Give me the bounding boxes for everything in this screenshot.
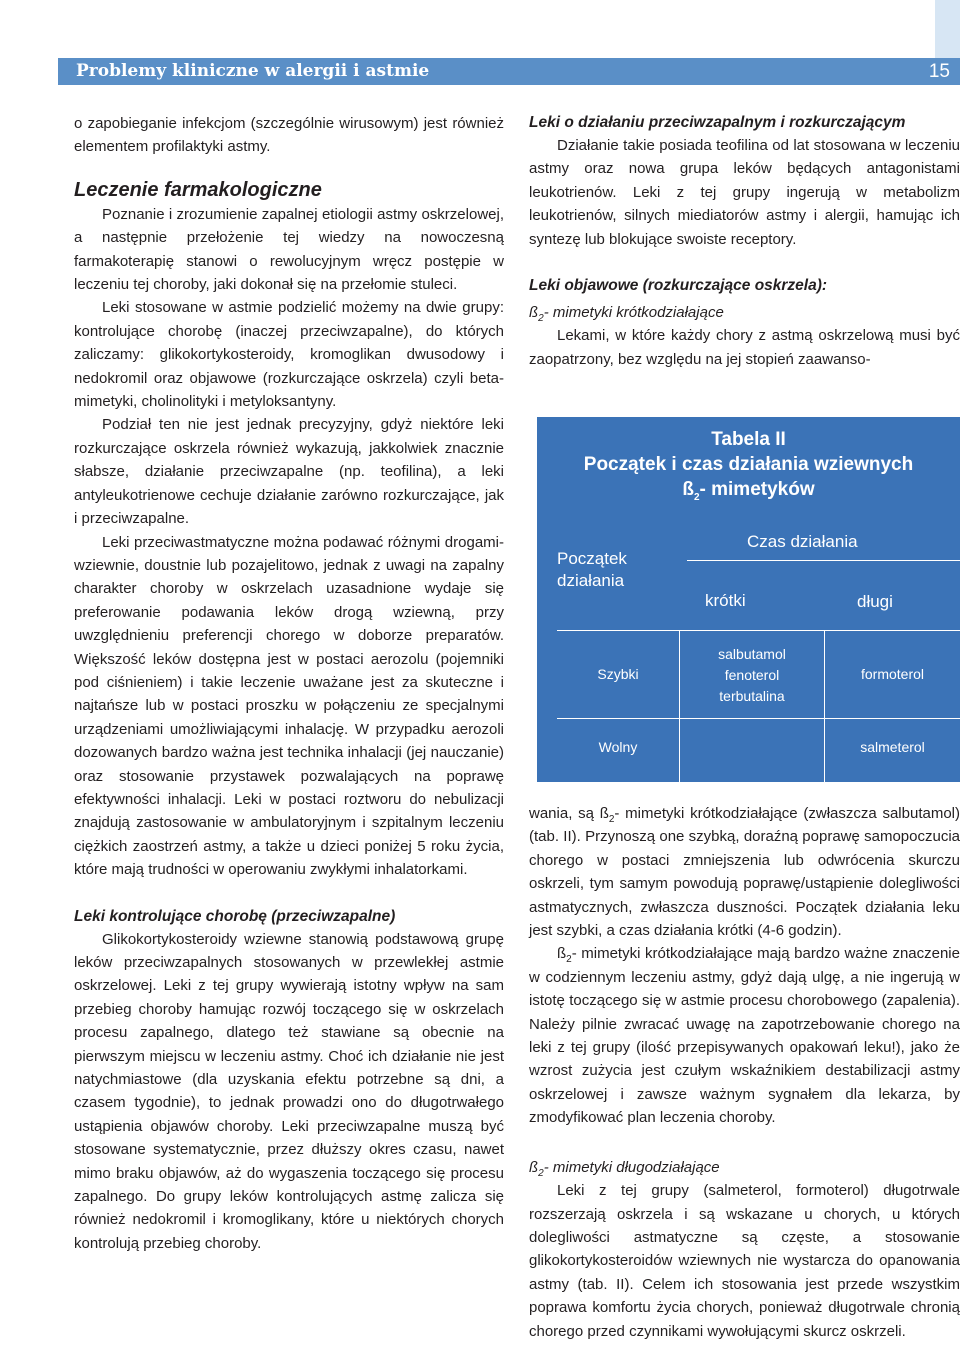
table-title: Tabela II bbox=[711, 429, 786, 450]
body-paragraph: Działanie takie posiada teofilina od lat stosowana w leczeniu astmy oraz nowa grupa leków będących antagonistami leukotrienów. Leki z tej grupy ingerują w metabolizm leukotrienów, silnych miediatorów astmy i alergii, hamując ich syntezę lub blokujące swoiste receptory. bbox=[529, 137, 960, 248]
body-paragraph: wania, są $ß_2-$ mimetyki krótkodziałające (zwłaszcza salbutamol) (tab. II). Przynoszą one szybką, doraźną poprawę samopoczucia chorego w postaci zmniejszenia lub odwrócenia skurczu oskrzeli, tym samym powodują poprawę/ustąpienie dolegliwości astmatycznych, zwłaszcza duszności. Początek działania leku jest szybki, a czas działania krótki (4-6 godzin). bbox=[529, 805, 960, 940]
table-row-onset: Szybki bbox=[597, 666, 639, 682]
table-cell-long: formoterol bbox=[860, 666, 925, 682]
right-column-bottom bbox=[529, 802, 960, 1343]
page-number: 15 bbox=[928, 61, 950, 82]
running-header-title: Problemy kliniczne w alergii i astmie bbox=[76, 61, 430, 81]
table-divider bbox=[557, 630, 960, 631]
table-divider bbox=[557, 718, 960, 719]
body-paragraph: Leki przeciwastmatyczne można podawać różnymi drogami-wziewnie, doustnie lub pozajelitowo, jednak z uwagi na zapalny charakter choroby w oskrzelach uzasadnione wydaje się preferowanie podawania leków drogą wziewną, przy uwzględnieniu preferencji chorego w doborze preparatów. Większość leków dostępna jest w postaci aerozolu (pojemniki pod ciśnieniem) i takie leczenie uważane jest za skuteczne i najtańsze lub w postaci proszku w połączeniu ze specjalnymi urządzeniami umożliwiającymi inhalację. W przypadku aerozoli dozowanych bardzo ważna jest technika inhalacji (jej nauczanie) oraz stosowanie przystawek pozwalających na poprawę efektywności inhalacji. Leki w postaci roztworu do nebulizacji znajdują zastosowanie w ambulatoryjnym i szpitalnym leczeniu ciężkich zaostrzeń astmy, a także u dzieci poniżej 5 roku życia, które mają trudności w operowaniu zwykłymi inhalatorkami. bbox=[74, 533, 504, 879]
table-header-onset: Początek działania bbox=[557, 549, 627, 590]
body-paragraph: $ß_2-$ mimetyki krótkodziałające mają bardzo ważne znaczenie w codziennym leczeniu astmy, gdyż dają ulgę, a nie ingerują w istotę toczącego się w astmie procesu chorobowego (zapalenia). Należy pilnie zwracać uwagę na zapotrzebowanie chorego na leki z tej grupy (ilość przepisywanych opakowań leku!), jako że wzrost zużycia jest czułym wskaźnikiem destabilizacji astmy oskrzelowej i zawsze ważnym sygnałem dla lekarza, by zmodyfikować plan leczenia choroby. bbox=[529, 945, 960, 1127]
table-divider bbox=[824, 630, 825, 782]
section-heading: Leczenie farmakologiczne bbox=[74, 178, 322, 201]
spacer bbox=[74, 882, 504, 906]
subtitle-long-acting: $ß_2-$ mimetyki długodziałające bbox=[529, 1158, 720, 1179]
subheading-controlling: Leki kontrolujące chorobę (przeciwzapalne) bbox=[74, 907, 396, 925]
table-title-line2: Początek i czas działania wziewnych bbox=[583, 454, 914, 475]
table-title-line3: $ß_2-$ mimetyków bbox=[682, 479, 815, 503]
table-header-short: krótki bbox=[705, 591, 746, 610]
body-paragraph: Poznanie i zrozumienie zapalnej etiologii astmy oskrzelowej, a następnie przełożenie tej wiedzy na nowoczesną farmakoterapię stanowi o rewolucyjnym wręcz postępie w leczeniu tej choroby, jaki dokonał się na przełomie stuleci. bbox=[74, 205, 504, 294]
body-paragraph: Lekami, w które każdy chory z astmą oskrzelową musi być zaopatrzony, bez względu na jej stopień zaawanso- bbox=[529, 327, 960, 368]
body-paragraph: Podział ten nie jest jednak precyzyjny, gdyż niektóre leki rozkurczające oskrzela również wykazują, jakkolwiek znacznie słabsze, działanie przeciwzapalne (np. teofilina), a leki antyleukotrienowe cechuje działanie zarówno rozkurczające, jak i przeciwzapalne. bbox=[74, 416, 504, 528]
intro-paragraph: o zapobieganie infekcjom (szczególnie wirusowym) jest również elementem profilaktyki astmy. bbox=[74, 115, 504, 156]
body-paragraph: Leki z tej grupy (salmeterol, formoterol) długotrwale rozszerzają oskrzela i są wskazane u chorych, u których dolegliwości astmatyczne są częste, a stosowanie glikokortykosteroidów wziewnych nie wystarcza do opanowania astmy (tab. II). Celem ich stosowania jest przede wszystkim poprawa komfortu życia chorych, ponieważ długotrwale chronią chorego przed czynnikami wywołującymi skurcz oskrzeli. bbox=[529, 1182, 960, 1340]
subheading-antiinflammatory-bronchodilating: Leki o działaniu przeciwzapalnym i rozkurczającym bbox=[529, 114, 906, 131]
left-column bbox=[74, 112, 504, 1255]
header-accent-block bbox=[935, 0, 960, 58]
table-cell-short: salbutamol fenoterol terbutalina bbox=[718, 646, 786, 704]
table-divider bbox=[687, 560, 960, 561]
subtitle-short-acting: $ß_2-$ mimetyki krótkodziałające bbox=[529, 304, 724, 325]
right-column-top bbox=[529, 112, 960, 371]
table-ii-box bbox=[537, 417, 960, 782]
table-header-duration: Czas działania bbox=[747, 532, 858, 551]
table-row-onset: Wolny bbox=[598, 739, 638, 755]
table-header-long: długi bbox=[857, 592, 893, 611]
subheading-symptomatic: Leki objawowe (rozkurczające oskrzela): bbox=[529, 277, 828, 295]
table-cell-long: salmeterol bbox=[860, 739, 925, 755]
body-paragraph: Glikokortykosteroidy wziewne stanowią podstawową grupę leków przeciwzapalnych stosowanych w przewlekłej astmie oskrzelowej. Leki z tej grupy wywierają istotny wpływ na sam przebieg choroby hamując rozwój toczącego się w oskrzelach procesu zapalnego, dlatego też stawiane są obecnie na pierwszym miejscu w leczeniu astmy. Choć ich działanie nie jest natychmiastowe (dla uzyskania efektu potrzebne są dni, a czasem tygodnie), to jednak prowadzi ono do długotrwałego ustąpienia objawów choroby. Leki przeciwzapalne muszą być stosowane systematycznie, przez dłuższy okres czasu, nawet mimo braku objawów, aż do wygaszenia toczącego się procesu zapalnego. Do grupy leków kontrolujących astmę zalicza się również nedokromil i kromoglikany, które u niektórych chorych kontrolują przebieg choroby. bbox=[74, 930, 504, 1252]
body-paragraph: Leki stosowane w astmie podzielić możemy na dwie grupy: kontrolujące chorobę (inaczej przeciwzapalne), do których zaliczamy: glikokortykosteroidy, kromoglikan dwusodowy i nedokromil oraz objawowe (rozkurczające oskrzela) czyli beta-mimetyki, cholinolityki i metyloksantyny. bbox=[74, 299, 504, 411]
